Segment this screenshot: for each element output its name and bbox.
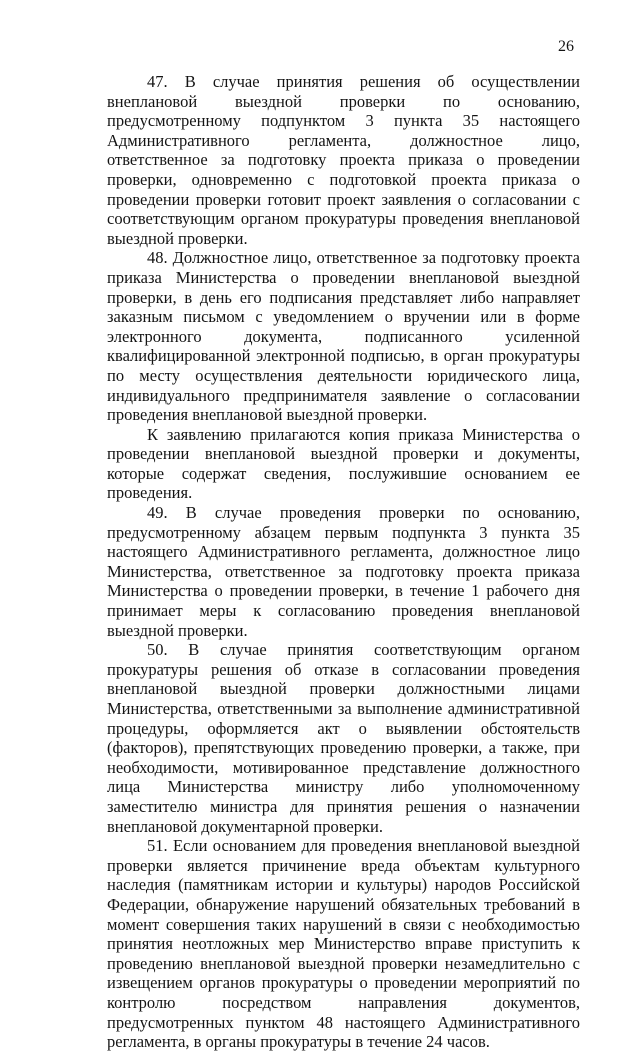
paragraph-48-attachment: К заявлению прилагаются копия приказа Министерства о проведении внеплановой выездной проверки и документы, которые содержат сведения, послужившие основанием ее проведения. <box>107 424 580 503</box>
paragraph-50: 50. В случае принятия соответствующим органом прокуратуры решения об отказе в согласовании проведения внеплановой выездной проверки должностными лицами Министерства, ответственными за выполнение административной процедуры, оформляется акт о выявлении обстоятельств (факторов), препятствующих проведению проверки, а также, при необходимости, мотивированное представление должностного лица Министерства министру либо уполномоченному заместителю министра для принятия решения о назначении внеплановой документарной проверки. <box>107 640 580 836</box>
paragraph-51: 51. Если основанием для проведения внеплановой выездной проверки является причинение вреда объектам культурного наследия (памятникам истории и культуры) народов Российской Федерации, обнаружение нарушений обязательных требований в момент совершения таких нарушений в связи с необходимостью принятия неотложных мер Министерство вправе приступить к проведению внеплановой выездной проверки незамедлительно с извещением органов прокуратуры о проведении мероприятий по контролю посредством направления документов, предусмотренных пунктом 48 настоящего Административного регламента, в органы прокуратуры в течение 24 часов. <box>107 836 580 1052</box>
paragraph-49: 49. В случае проведения проверки по основанию, предусмотренному абзацем первым подпункта 3 пункта 35 настоящего Административного регламента, должностное лицо Министерства, ответственное за подготовку проекта приказа Министерства о проведении проверки, в течение 1 рабочего дня принимает меры к согласованию проведения внеплановой выездной проверки. <box>107 503 580 640</box>
paragraph-47: 47. В случае принятия решения об осуществлении внеплановой выездной проверки по основанию, предусмотренному подпунктом 3 пункта 35 настоящего Административного регламента, должностное лицо, ответственное за подготовку проекта приказа о проведении проверки, одновременно с подготовкой проекта приказа о проведении проверки готовит проект заявления о согласовании с соответствующим органом прокуратуры проведения внеплановой выездной проверки. <box>107 72 580 248</box>
paragraph-48: 48. Должностное лицо, ответственное за подготовку проекта приказа Министерства о проведении внеплановой выездной проверки, в день его подписания представляет либо направляет заказным письмом с уведомлением о вручении или в форме электронного документа, подписанного усиленной квалифицированной электронной подписью, в орган прокуратуры по месту осуществления деятельности юридического лица, индивидуального предпринимателя заявление о согласовании проведения внеплановой выездной проверки. <box>107 248 580 425</box>
page-number: 26 <box>558 38 574 55</box>
document-body <box>107 72 580 1052</box>
